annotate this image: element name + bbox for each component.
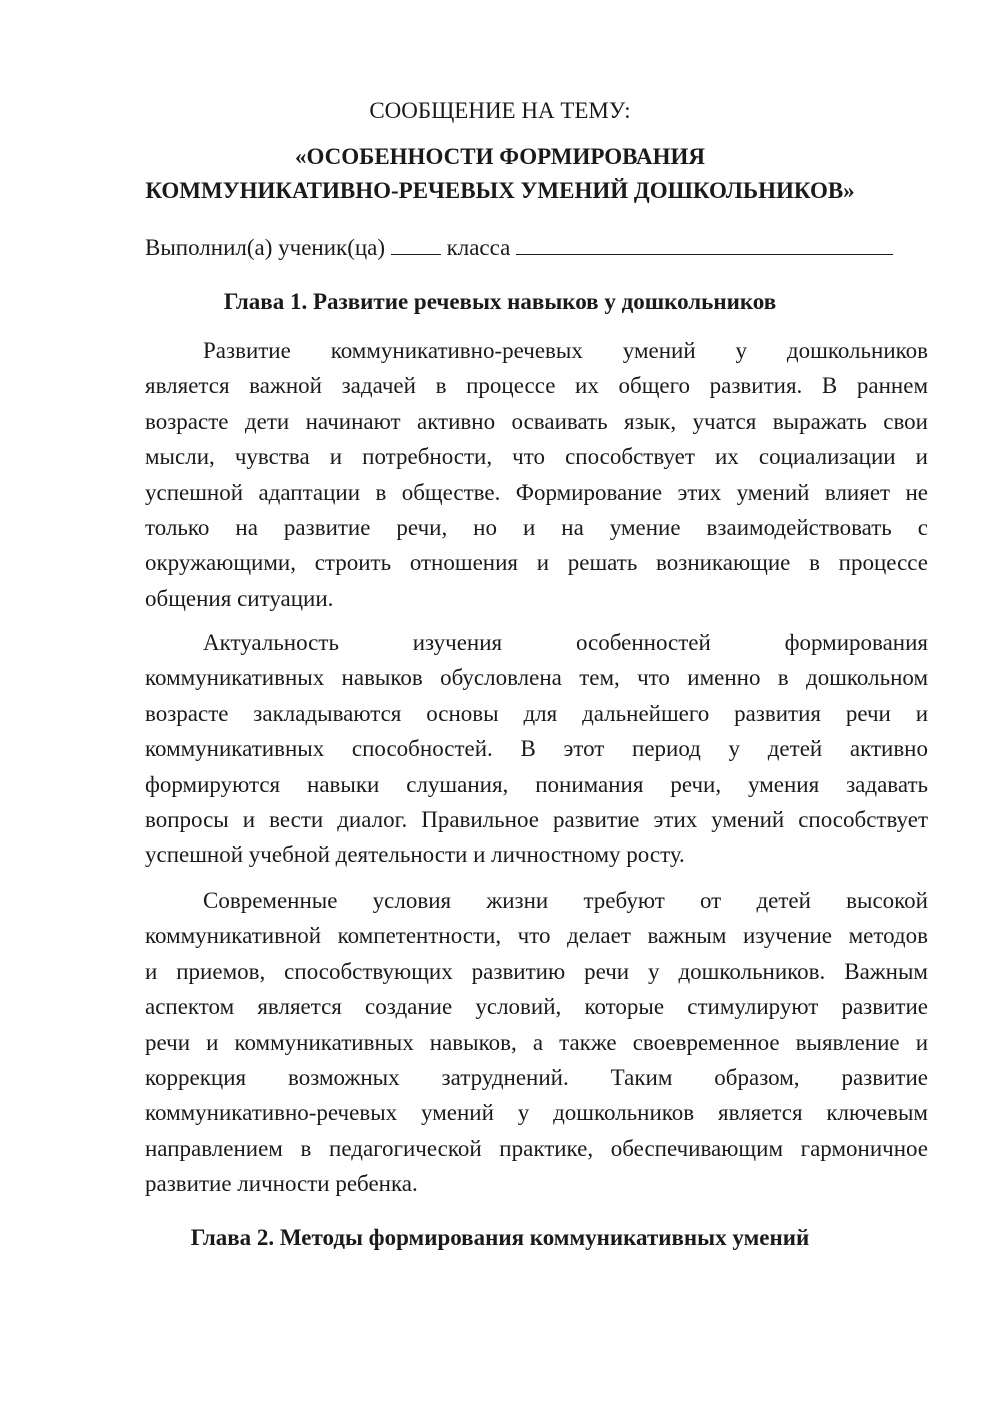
paragraph-line: общения ситуации. [145, 585, 334, 611]
paragraph-line: коммуникативных способностей. В этот период у детей активно [145, 736, 928, 762]
paragraph-line: направлением в педагогической практике, обеспечивающим гармоничное [145, 1135, 928, 1161]
paragraph-line: Современные условия жизни требуют от детей высокой [203, 888, 928, 913]
class-number-blank [391, 232, 441, 255]
paragraph-line: Актуальность изучения особенностей формирования [203, 630, 928, 655]
student-name-blank [516, 232, 893, 255]
report-title-line-2: КОММУНИКАТИВНО-РЕЧЕВЫХ УМЕНИЙ ДОШКОЛЬНИКОВ» [145, 178, 855, 203]
paragraph-1 [145, 333, 928, 616]
paragraph-line: и приемов, способствующих развитию речи у дошкольников. Важным [145, 958, 928, 984]
paragraph-line: успешной адаптации в обществе. Формирование этих умений влияет не [145, 479, 928, 505]
paragraph-line: является важной задачей в процессе их общего развития. В раннем [145, 373, 928, 399]
paragraph-line: успешной учебной деятельности и личностному росту. [145, 842, 685, 868]
paragraph-line: возрасте дети начинают активно осваивать язык, учатся выражать свои [145, 408, 928, 434]
author-line [145, 232, 893, 263]
paragraph-line: вопросы и вести диалог. Правильное развитие этих умений способствует [145, 806, 928, 832]
performed-by-label: Выполнил(а) ученик(ца) [145, 235, 386, 260]
paragraph-line: Развитие коммуникативно-речевых умений у дошкольников [203, 338, 928, 363]
chapter-1-title: Глава 1. Развитие речевых навыков у дошкольников [223, 289, 777, 314]
paragraph-line: коммуникативно-речевых умений у дошкольников является ключевым [145, 1100, 928, 1126]
report-title-line-1: «ОСОБЕННОСТИ ФОРМИРОВАНИЯ [294, 144, 706, 169]
paragraph-line: коррекция возможных затруднений. Таким образом, развитие [145, 1064, 928, 1090]
paragraph-line: коммуникативной компетентности, что делает важным изучение методов [145, 923, 928, 949]
paragraph-line: аспектом является создание условий, которые стимулируют развитие [145, 994, 928, 1020]
paragraph-line: речи и коммуникативных навыков, а также своевременное выявление и [145, 1029, 928, 1055]
paragraph-line: развитие личности ребенка. [145, 1171, 418, 1197]
paragraph-line: возрасте закладываются основы для дальнейшего развития речи и [145, 700, 928, 726]
class-label: класса [446, 235, 511, 260]
paragraph-2 [145, 625, 928, 873]
paragraph-line: коммуникативных навыков обусловлена тем, что именно в дошкольном [145, 665, 928, 691]
chapter-2-title: Глава 2. Методы формирования коммуникативных умений [190, 1225, 810, 1250]
paragraph-line: только на развитие речи, но и на умение взаимодействовать с [145, 514, 928, 540]
paragraph-line: мысли, чувства и потребности, что способствует их социализации и [145, 444, 928, 470]
paragraph-3 [145, 883, 928, 1202]
paragraph-line: окружающими, строить отношения и решать возникающие в процессе [145, 550, 928, 576]
report-label: СООБЩЕНИЕ НА ТЕМУ: [369, 98, 631, 123]
paragraph-line: формируются навыки слушания, понимания речи, умения задавать [145, 771, 928, 797]
